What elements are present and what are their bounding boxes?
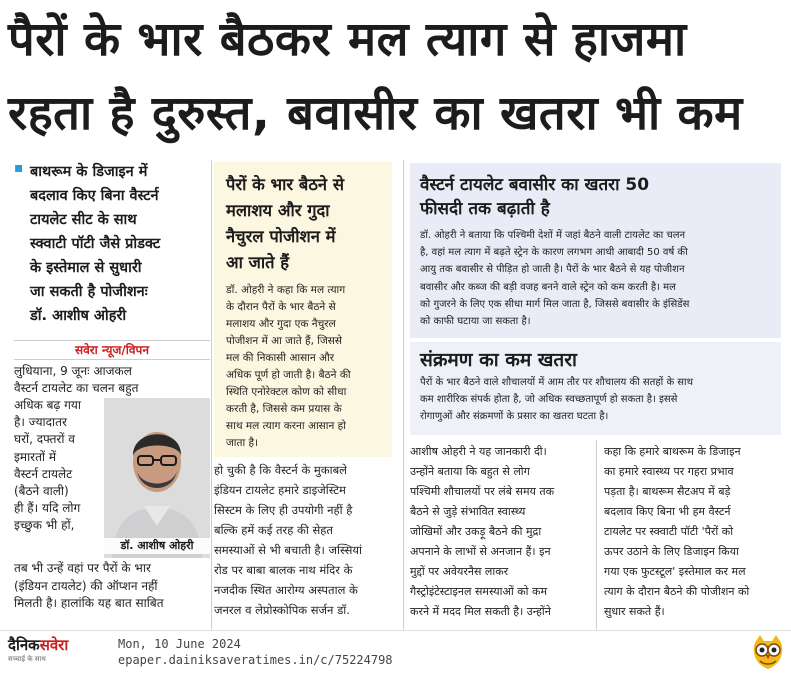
column-divider: [211, 160, 212, 630]
text-line: अधिक पूर्ण हो जाती है। बैठने की: [226, 369, 351, 381]
text-line: डॉ. ओहरी ने बताया कि पश्चिमी देशों में जहां बैठने वाली टायलेट का चलन: [420, 230, 686, 241]
text-line: (बैठने वाली): [14, 484, 69, 499]
col2-text: [214, 460, 394, 620]
headline: [8, 0, 788, 150]
text-line: पश्चिमी शौचालयों पर लंबे समय तक: [410, 485, 555, 498]
highlight-line: बाथरूम के डिजाइन में: [30, 164, 148, 180]
epaper-url[interactable]: epaper.dainiksaveratimes.in/c/75224798: [118, 653, 393, 667]
col1-top-text: [14, 363, 210, 397]
text-line: आशीष ओहरी ने यह जानकारी दी।: [410, 445, 547, 458]
text-line: उन्होंने बताया कि बहुत से लोग: [410, 465, 530, 478]
text-line: करने में मदद मिल सकती है। उन्होंने: [410, 605, 551, 618]
text-line: बवासीर और कब्ज की बड़ी वजह बनने वाले स्ट्रेन को कम करती है। मल: [420, 281, 676, 293]
text-line: करती है, जिससे कम प्रयास के: [226, 403, 342, 415]
text-line: अपनाने के लाभों से अनजान हैं। इन: [410, 545, 551, 558]
box3-body: [420, 374, 775, 425]
text-line: गया एक फुटस्टूल' इस्तेमाल कर मल: [604, 565, 746, 578]
text-line: का हमारे स्वास्थ्य पर गहरा प्रभाव: [604, 465, 734, 478]
col3-text: [410, 442, 592, 622]
box-heading-line: नैचुरल पोजीशन में: [226, 227, 336, 246]
edition-date: Mon, 10 June 2024: [118, 637, 241, 651]
col1-left-text: [14, 397, 102, 535]
text-line: पड़ता है। बाथरूम सैटअप में बड़े: [604, 485, 731, 498]
text-line: मलाशय और गुदा एक नैचुरल: [226, 318, 336, 330]
text-line: जोखिमों और उकड़ू बैठने की मुद्रा: [410, 525, 542, 538]
highlight-line: के इस्तेमाल से सुधारी: [30, 260, 142, 276]
photo-caption: डॉ. आशीष ओहरी: [104, 538, 210, 554]
text-line: तब भी उन्हें वहां पर पैरों के भार: [14, 561, 151, 575]
text-line: जनरल व लेप्रोस्कोपिक सर्जन डॉ.: [214, 603, 350, 617]
bullet-icon: ▪: [14, 160, 24, 176]
text-line: कहा कि हमारे बाथरूम के डिजाइन: [604, 445, 741, 458]
box-heading-line: आ जाते हैं: [226, 253, 290, 272]
highlight-line: टायलेट सीट के साथ: [30, 212, 137, 228]
box3-heading: संक्रमण का कम खतरा: [420, 349, 577, 371]
text-line: मुद्दों पर अवेयरनैस लाकर: [410, 565, 509, 578]
logo-accent: सवेरा: [39, 636, 69, 654]
text-line: स्थिति एनोरेक्टल कोण को सीधा: [226, 386, 347, 398]
footer: [0, 630, 791, 673]
byline: [14, 340, 210, 360]
text-line: ऊपर उठाने के लिए डिजाइन किया: [604, 545, 739, 558]
highlight-line: जा सकती है पोजीशनः: [30, 284, 148, 300]
box-heading-line: फीसदी तक बढ़ाती है: [420, 199, 550, 219]
text-line: वैस्टर्न टायलेट का चलन बहुत: [14, 381, 139, 395]
logo-main: दैनिक: [8, 636, 40, 654]
text-line: हो चुकी है कि वैस्टर्न के मुकाबले: [214, 463, 347, 477]
headline-line-1: पैरों के भार बैठकर मल त्याग से हाजमा: [8, 12, 687, 67]
text-line: रोगाणुओं और संक्रमणों के प्रसार का खतरा घटता है।: [420, 411, 609, 422]
text-line: है। ज्यादातर: [14, 415, 67, 430]
text-line: इमारतों में: [14, 449, 57, 464]
text-line: (इंडियन टायलेट) की ऑप्शन नहीं: [14, 578, 158, 593]
text-line: बल्कि हमें कई तरह की सेहत: [214, 523, 333, 537]
text-line: इच्छुक भी हों,: [14, 518, 75, 533]
highlight-line: स्क्वाटी पॉटी जैसे प्रोडक्ट: [30, 236, 161, 252]
text-line: आयु तक बवासीर से पीड़ित हो जाती है। पैरों के भार बैठने से यह पोजीशन: [420, 264, 685, 276]
text-line: पैरों के भार बैठने वाले शौचालयों में आम तौर पर शौचालय की सतहों के साथ: [420, 377, 694, 388]
box-heading-line: मलाशय और गुदा: [226, 201, 330, 220]
sidebar-box-position: [214, 162, 392, 457]
box-heading-line: वैस्टर्न टायलेट बवासीर का खतरा 50: [420, 175, 650, 195]
sidebar-box-piles: [410, 163, 781, 338]
text-line: लुधियाना, 9 जूनः आजकल: [14, 364, 132, 378]
text-line: साथ मल त्याग करना आसान हो: [226, 420, 346, 432]
text-line: बैठने से जुड़े संभावित स्वास्थ्य: [410, 505, 526, 518]
doctor-photo: [104, 398, 210, 558]
text-line: मल की निकासी आसान और: [226, 352, 335, 364]
brand-logo: [8, 635, 112, 671]
text-line: अधिक बढ़ गया: [14, 398, 81, 412]
col1-bottom-text: [14, 560, 210, 613]
column-divider: [403, 160, 404, 630]
text-line: कम शारीरिक संपर्क होता है, जो अधिक स्वच्छतापूर्ण हो सकता है। इससे: [420, 394, 678, 405]
box2-body: [420, 227, 775, 330]
text-line: इंडियन टायलेट हमारे डाइजेस्टिम: [214, 483, 346, 497]
box1-body: [226, 282, 386, 452]
text-line: समस्याओं से भी बचाती है। जस्सियां: [214, 543, 363, 557]
text-line: रोड पर बाबा बालक नाथ मंदिर के: [214, 563, 353, 577]
sidebar-box-infection: [410, 342, 781, 435]
box2-heading: [420, 173, 775, 221]
logo-tagline: सच्चाई के साथ: [8, 655, 46, 663]
text-line: के दौरान पैरों के भार बैठने से: [226, 301, 336, 313]
text-line: को काफी घटाया जा सकता है।: [420, 316, 531, 328]
text-line: है, वहां मल त्याग में बढ़ते स्ट्रेन के कारण लगभग आधी आबादी 50 वर्ष की: [420, 247, 688, 259]
col4-text: [604, 442, 784, 622]
text-line: टायलेट पर स्क्वाटी पॉटी 'पैरों को: [604, 525, 734, 538]
byline-text: सवेरा न्यूज/विपन: [74, 343, 150, 357]
box-heading-line: पैरों के भार बैठने से: [226, 175, 344, 194]
column-divider: [596, 440, 597, 630]
highlight-line: डॉ. आशीष ओहरी: [30, 308, 127, 324]
text-line: डॉ. ओहरी ने कहा कि मल त्याग: [226, 284, 346, 296]
text-line: ही हैं। यदि लोग: [14, 501, 81, 516]
text-line: वैस्टर्न टायलेट: [14, 466, 73, 481]
highlight-line: बदलाव किए बिना वैस्टर्न: [30, 188, 159, 204]
headline-line-2: रहता है दुरुस्त, बवासीर का खतरा भी कम: [8, 86, 743, 141]
text-line: बदलाव किए बिना भी हम वैस्टर्न: [604, 505, 731, 518]
text-line: गैस्ट्रोइंटेस्टाइनल समस्याओं को कम: [410, 585, 548, 598]
text-line: सुधार सकते हैं।: [604, 605, 665, 618]
owl-mascot-icon: [750, 633, 786, 671]
text-line: घरों, दफ्तरों व: [14, 432, 75, 447]
text-line: नजदीक स्थित आरोग्य अस्पताल के: [214, 583, 358, 597]
text-line: जाता है।: [226, 437, 259, 449]
text-line: मिलती है। हालांकि यह बात साबित: [14, 596, 164, 610]
text-line: को गुजरने के लिए एक सीधा मार्ग मिल जाता है, जिससे बवासीर के इंसिडेंस: [420, 298, 690, 310]
box1-heading: [226, 172, 391, 276]
highlight-lines: [30, 160, 215, 328]
doctor-portrait-icon: [104, 398, 210, 558]
text-line: पोजीशन में आ जाते हैं, जिससे: [226, 335, 342, 347]
highlight-blurb: [14, 160, 210, 330]
text-line: त्याग के दौरान बैठने की पोजीशन को: [604, 585, 750, 598]
text-line: सिस्टम के लिए ही उपयोगी नहीं है: [214, 503, 353, 517]
